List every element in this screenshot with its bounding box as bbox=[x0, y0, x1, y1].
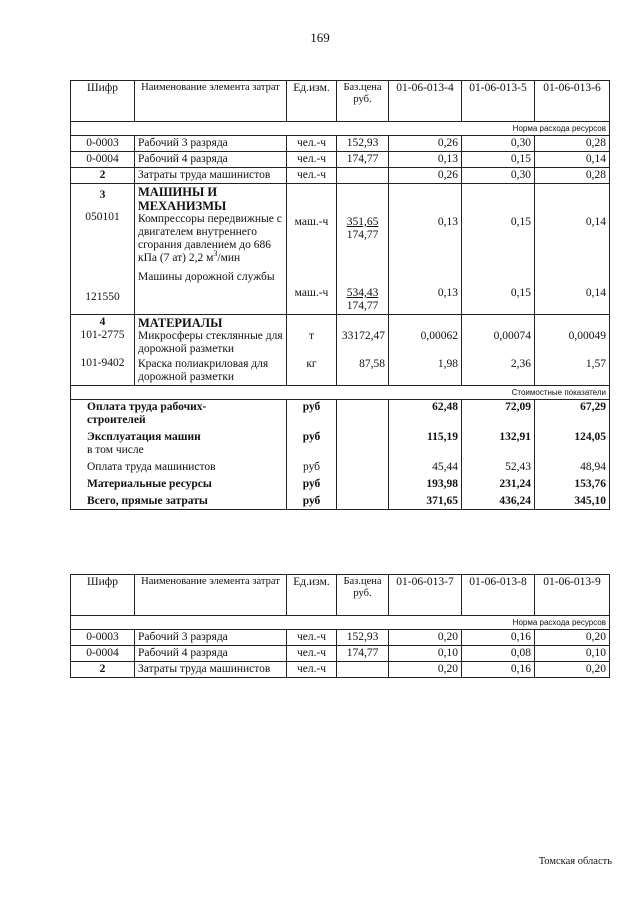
row-price-secondary: 174,77 bbox=[346, 300, 379, 312]
summary-unit: руб bbox=[302, 478, 321, 490]
section-unit-cell bbox=[287, 184, 337, 315]
row-code: 101-2775 bbox=[80, 329, 125, 341]
row-value-2: 0,16 bbox=[462, 662, 535, 678]
row-value-2: 0,15 bbox=[510, 216, 531, 228]
section-value-2 bbox=[462, 184, 535, 315]
summary-price-cell bbox=[337, 400, 389, 510]
summary-value: 193,98 bbox=[426, 478, 458, 490]
summary-label: Материальные ресурсы bbox=[87, 478, 212, 490]
summary-value: 345,10 bbox=[574, 495, 606, 507]
header-row bbox=[71, 81, 610, 122]
row-code: 050101 bbox=[85, 211, 120, 223]
header-col-2: 01-06-013-5 bbox=[462, 81, 535, 122]
page-number: 169 bbox=[310, 30, 330, 45]
row-value-2: 0,00074 bbox=[493, 330, 531, 342]
row-price-secondary: 174,77 bbox=[346, 229, 379, 241]
row-code: 2 bbox=[71, 168, 135, 184]
table-row bbox=[71, 152, 610, 168]
header-col-2: 01-06-013-8 bbox=[462, 575, 535, 616]
row-price: 152,93 bbox=[337, 136, 389, 152]
row-value-1: 0,13 bbox=[437, 287, 458, 299]
row-price: 534,43 bbox=[346, 287, 379, 299]
row-unit: чел.-ч bbox=[287, 646, 337, 662]
cost-row bbox=[71, 386, 610, 400]
row-price bbox=[337, 168, 389, 184]
norm-row bbox=[71, 616, 610, 630]
summary-unit: руб bbox=[302, 461, 321, 473]
row-value-2: 0,15 bbox=[510, 287, 531, 299]
row-code: 0-0003 bbox=[71, 136, 135, 152]
table-row bbox=[71, 630, 610, 646]
row-value-3: 0,00049 bbox=[568, 330, 606, 342]
section-title: МАШИНЫ И МЕХАНИЗМЫ bbox=[138, 185, 227, 213]
summary-col-2 bbox=[462, 400, 535, 510]
header-col-1: 01-06-013-4 bbox=[389, 81, 462, 122]
summary-value: 371,65 bbox=[426, 495, 458, 507]
row-name: Микросферы стеклянные для дорожной разметки bbox=[138, 330, 283, 355]
footer-region: Томская область bbox=[538, 856, 612, 867]
row-name: Краска полиакриловая для дорожной разметки bbox=[138, 358, 269, 383]
row-value-3: 0,28 bbox=[535, 136, 610, 152]
row-value-2: 0,15 bbox=[462, 152, 535, 168]
row-code: 0-0004 bbox=[71, 152, 135, 168]
header-price: Баз.цена руб. bbox=[337, 81, 389, 122]
row-code: 2 bbox=[71, 662, 135, 678]
row-name: Рабочий 3 разряда bbox=[135, 136, 287, 152]
machinist-row bbox=[71, 168, 610, 184]
summary-value: 124,05 bbox=[574, 431, 606, 443]
summary-value: 153,76 bbox=[574, 478, 606, 490]
cost-label: Стоимостные показатели bbox=[71, 386, 610, 400]
row-code: 0-0003 bbox=[71, 630, 135, 646]
row-name: Затраты труда машинистов bbox=[135, 662, 287, 678]
row-value-3: 0,28 bbox=[535, 168, 610, 184]
row-value-2: 0,16 bbox=[462, 630, 535, 646]
section-price-cell bbox=[337, 315, 389, 386]
machinist-row bbox=[71, 662, 610, 678]
header-name: Наименование элемента затрат bbox=[135, 575, 287, 616]
section-code: 3 bbox=[99, 189, 106, 201]
row-unit: чел.-ч bbox=[287, 136, 337, 152]
header-code: Шифр bbox=[71, 575, 135, 616]
row-value-1: 0,10 bbox=[389, 646, 462, 662]
summary-label-cell bbox=[71, 400, 287, 510]
row-unit: чел.-ч bbox=[287, 630, 337, 646]
header-col-1: 01-06-013-7 bbox=[389, 575, 462, 616]
row-price: 174,77 bbox=[337, 646, 389, 662]
row-price bbox=[337, 662, 389, 678]
row-unit: чел.-ч bbox=[287, 152, 337, 168]
section-unit-cell bbox=[287, 315, 337, 386]
summary-value: 62,48 bbox=[432, 401, 458, 413]
norm-label: Норма расхода ресурсов bbox=[71, 122, 610, 136]
row-value-3: 0,14 bbox=[585, 287, 606, 299]
header-col-3: 01-06-013-9 bbox=[535, 575, 610, 616]
summary-unit-cell bbox=[287, 400, 337, 510]
header-name: Наименование элемента затрат bbox=[135, 81, 287, 122]
row-value-1: 0,20 bbox=[389, 630, 462, 646]
row-price: 351,65 bbox=[346, 216, 379, 228]
section-name-cell bbox=[135, 184, 287, 315]
row-price: 152,93 bbox=[337, 630, 389, 646]
header-code: Шифр bbox=[71, 81, 135, 122]
summary-col-3 bbox=[535, 400, 610, 510]
summary-col-1 bbox=[389, 400, 462, 510]
summary-value: 436,24 bbox=[499, 495, 531, 507]
summary-value: 52,43 bbox=[505, 461, 531, 473]
row-value-2: 2,36 bbox=[510, 358, 531, 370]
row-value-3: 0,10 bbox=[535, 646, 610, 662]
row-code: 121550 bbox=[85, 291, 120, 303]
row-value-3: 0,20 bbox=[535, 630, 610, 646]
row-name: Затраты труда машинистов bbox=[135, 168, 287, 184]
header-unit: Ед.изм. bbox=[287, 575, 337, 616]
section-title: МАТЕРИАЛЫ bbox=[138, 316, 223, 330]
section-name-cell bbox=[135, 315, 287, 386]
summary-section bbox=[71, 400, 610, 510]
row-value-1: 0,13 bbox=[437, 216, 458, 228]
row-name: Компрессоры передвижные с двигателем внутреннего сгорания давлением до 686 кПа (7 ат) 2,2 $м^3$/мин bbox=[138, 213, 282, 264]
summary-unit: руб bbox=[302, 401, 321, 413]
row-value-3: 1,57 bbox=[585, 358, 606, 370]
row-value-1: 0,00062 bbox=[420, 330, 458, 342]
row-value-2: 0,30 bbox=[462, 168, 535, 184]
row-unit: маш.-ч bbox=[294, 216, 329, 228]
row-value-3: 0,14 bbox=[585, 216, 606, 228]
row-code: 101-9402 bbox=[80, 357, 125, 369]
section-code: 4 bbox=[99, 316, 106, 328]
row-name: Машины дорожной службы bbox=[138, 271, 275, 283]
summary-label: Оплата труда машинистов bbox=[87, 461, 216, 473]
row-unit: т bbox=[308, 330, 315, 342]
header-col-3: 01-06-013-6 bbox=[535, 81, 610, 122]
row-name: Рабочий 4 разряда bbox=[135, 152, 287, 168]
row-price: 87,58 bbox=[359, 358, 385, 370]
table-row bbox=[71, 646, 610, 662]
row-value-1: 1,98 bbox=[437, 358, 458, 370]
row-value-1: 0,20 bbox=[389, 662, 462, 678]
summary-value: 132,91 bbox=[499, 431, 531, 443]
summary-value: 67,29 bbox=[580, 401, 606, 413]
row-unit: чел.-ч bbox=[287, 662, 337, 678]
summary-sublabel: в том числе bbox=[87, 444, 144, 456]
section-value-1 bbox=[389, 315, 462, 386]
row-value-3: 0,20 bbox=[535, 662, 610, 678]
summary-label: Эксплуатация машин bbox=[87, 431, 201, 443]
summary-value: 231,24 bbox=[499, 478, 531, 490]
section-code-cell bbox=[71, 184, 135, 315]
summary-label: Оплата труда рабочих-строителей bbox=[87, 401, 207, 426]
row-name: Рабочий 3 разряда bbox=[135, 630, 287, 646]
materials-section bbox=[71, 315, 610, 386]
row-value-2: 0,08 bbox=[462, 646, 535, 662]
summary-unit: руб bbox=[302, 495, 321, 507]
section-code-cell bbox=[71, 315, 135, 386]
summary-value: 45,44 bbox=[432, 461, 458, 473]
resource-table-1 bbox=[70, 80, 610, 510]
section-value-3 bbox=[535, 184, 610, 315]
summary-value: 48,94 bbox=[580, 461, 606, 473]
row-value-1: 0,13 bbox=[389, 152, 462, 168]
row-unit: маш.-ч bbox=[294, 287, 329, 299]
section-price-cell bbox=[337, 184, 389, 315]
row-value-3: 0,14 bbox=[535, 152, 610, 168]
norm-label: Норма расхода ресурсов bbox=[71, 616, 610, 630]
row-price: 33172,47 bbox=[341, 330, 385, 342]
resource-table-2 bbox=[70, 574, 610, 678]
row-unit: чел.-ч bbox=[287, 168, 337, 184]
section-value-3 bbox=[535, 315, 610, 386]
section-value-1 bbox=[389, 184, 462, 315]
summary-unit: руб bbox=[302, 431, 321, 443]
summary-label: Всего, прямые затраты bbox=[87, 495, 208, 507]
header-row bbox=[71, 575, 610, 616]
summary-value: 115,19 bbox=[427, 431, 458, 443]
row-name: Рабочий 4 разряда bbox=[135, 646, 287, 662]
table-row bbox=[71, 136, 610, 152]
section-value-2 bbox=[462, 315, 535, 386]
row-value-1: 0,26 bbox=[389, 136, 462, 152]
norm-row bbox=[71, 122, 610, 136]
row-code: 0-0004 bbox=[71, 646, 135, 662]
row-unit: кг bbox=[306, 358, 317, 370]
machines-section bbox=[71, 184, 610, 315]
header-price: Баз.цена руб. bbox=[337, 575, 389, 616]
row-value-1: 0,26 bbox=[389, 168, 462, 184]
row-value-2: 0,30 bbox=[462, 136, 535, 152]
summary-value: 72,09 bbox=[505, 401, 531, 413]
header-unit: Ед.изм. bbox=[287, 81, 337, 122]
row-price: 174,77 bbox=[337, 152, 389, 168]
